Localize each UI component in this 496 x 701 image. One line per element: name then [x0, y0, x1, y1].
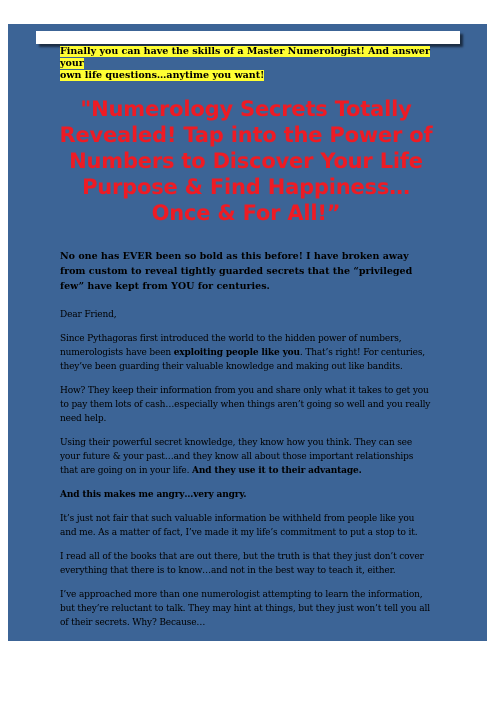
paragraph-3 [60, 436, 432, 478]
paragraph-1-text-c: . That’s right! For centuries, they’ve been guarding their valuable knowledge and making out like bandits. [60, 348, 425, 372]
paragraph-5: It’s just not fair that such valuable information be withheld from people like you and me. As a matter of fact, I’ve made it my life’s commitment to put a stop to it. [60, 514, 418, 538]
greeting: Dear Friend, [60, 310, 117, 320]
paragraph-1-emphasis: exploiting people like you [173, 348, 300, 358]
sales-letter [60, 46, 432, 630]
paragraph-1 [60, 332, 432, 374]
paragraph-1-text-a: Since Pythagoras first introduced the world to the hidden power of numbers, numerologists have been [60, 334, 402, 358]
paragraph-7: I’ve approached more than one numerologist attempting to learn the information, but they’re reluctant to talk. They may hint at things, but they just won’t tell you all of their secrets. Why? Because… [60, 590, 430, 628]
paragraph-4: And this makes me angry…very angry. [60, 490, 247, 500]
headline: "Numerology Secrets Totally Revealed! Tap into the Power of Numbers to Discover Your Life Purpose & Find Happiness… Once & For All!” [59, 97, 433, 225]
paragraph-3-emphasis: And they use it to their advantage. [192, 466, 362, 476]
paragraph-3-text-a: Using their powerful secret knowledge, they know how you think. They can see your future & your past…and they know all about those important relationships that are going on in your life. [60, 438, 414, 476]
intro-line-2: own life questions…anytime you want! [60, 70, 265, 81]
subheadline: No one has EVER been so bold as this before! I have broken away from custom to reveal tightly guarded secrets that the “privileged few” have kept from YOU for centuries. [60, 251, 413, 292]
top-white-bar [36, 31, 460, 44]
paragraph-6: I read all of the books that are out there, but the truth is that they just don’t cover everything that there is to know…and not in the best way to teach it, either. [60, 552, 424, 576]
intro-line-1: Finally you can have the skills of a Master Numerologist! And answer your [60, 46, 430, 69]
paragraph-2: How? They keep their information from you and share only what it takes to get you to pay them lots of cash…especially when things aren’t going so well and you really need help. [60, 386, 431, 424]
intro-highlight [60, 46, 432, 82]
